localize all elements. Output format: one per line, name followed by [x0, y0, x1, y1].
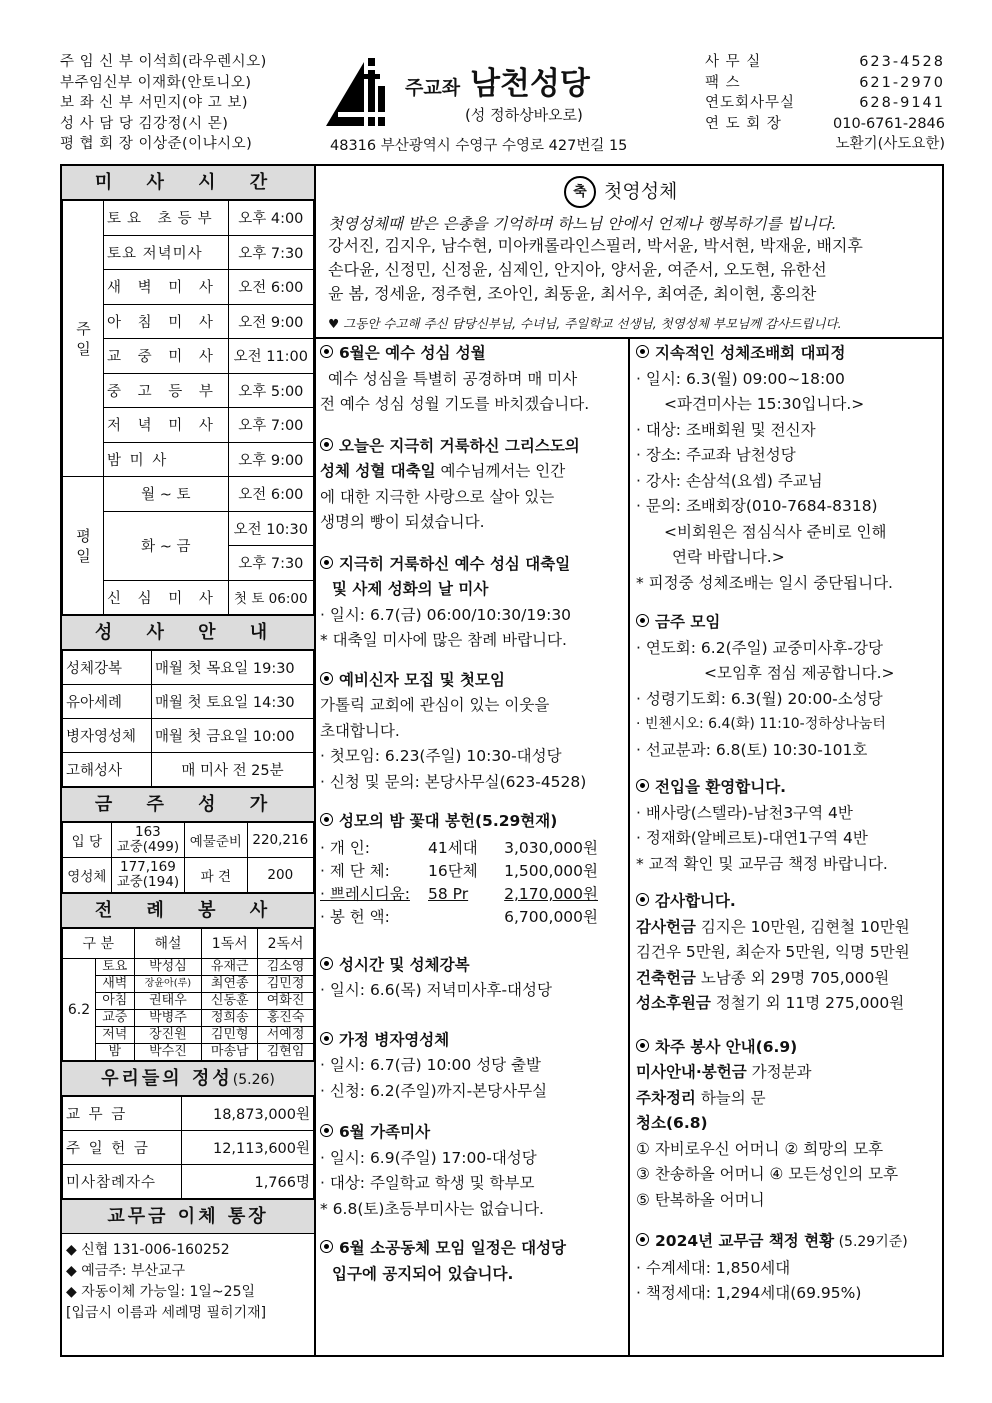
notice-line: 에 대한 지극한 사랑으로 살아 있는 — [320, 487, 555, 506]
notice-sick-communion — [314, 1028, 628, 1105]
service-role: 주차정리 — [636, 1088, 696, 1107]
bullet-icon — [320, 438, 333, 451]
mass-name: 월 ~ 토 — [104, 477, 229, 512]
liturgy-heading: 전 례 봉 사 — [62, 893, 314, 928]
contact-label: 연 도 회 장 — [705, 115, 782, 132]
hymn-label: 파 견 — [185, 858, 248, 893]
rota-cell: 박병주 — [134, 1010, 202, 1027]
cleaning-group-line: ① 자비로우신 어머니 ② 희망의 모후 — [636, 1139, 884, 1158]
notice-line: · 대상: 주일학교 학생 및 학부모 — [320, 1174, 535, 1192]
table-row — [63, 976, 314, 993]
contact-label: 팩 스 — [705, 74, 741, 91]
contact-row — [705, 93, 945, 114]
mass-time: 오후 4:00 — [228, 201, 313, 236]
sacraments-table — [62, 650, 314, 787]
rota-cell: 아침 — [96, 993, 135, 1010]
service-role: 청소(6.8) — [636, 1114, 708, 1132]
notice-line: · 일시: 6.7(금) 06:00/10:30/19:30 — [320, 605, 572, 624]
mass-name: 교 중 미 사 — [104, 339, 229, 374]
mass-time: 첫 토 06:00 — [228, 580, 313, 615]
notice-title: 6월 소공동체 모임 일정은 대성당 — [339, 1239, 567, 1257]
mass-name: 새 벽 미 사 — [104, 270, 229, 305]
notice-corpus-christi — [314, 434, 628, 536]
table-row — [63, 858, 314, 893]
table-row — [63, 753, 314, 787]
notice-welcome — [630, 775, 942, 877]
rota-cell: 여화진 — [258, 993, 314, 1010]
staff-line: 평 협 회 장 이상준(이냐시오) — [60, 136, 253, 152]
notice-line: · 문의: 조배회장(010-7684-8318) — [636, 497, 878, 515]
notice-title: 지극히 거룩하신 예수 성심 대축일 — [339, 554, 571, 573]
notice-title: 성시간 및 성체강복 — [339, 955, 470, 974]
page-subtitle: (성 정하상바오로) — [465, 106, 583, 124]
hymns-heading: 금 주 성 가 — [62, 787, 314, 822]
notice-title: 6월 가족미사 — [339, 1123, 431, 1141]
rota-cell: 박성심 — [134, 959, 202, 976]
mass-name: 저 녁 미 사 — [104, 408, 229, 443]
notice-line: · 신청: 6.2(주일)까지-본당사무실 — [320, 1081, 548, 1100]
account-line: ◆ 예금주: 부산교구 — [66, 1263, 186, 1279]
hymn-number: 163 — [135, 824, 161, 840]
contact-foot: 노환기(사도요한) — [835, 136, 945, 152]
notice-title: 전입을 환영합니다. — [655, 778, 787, 796]
notice-line: · 강사: 손삼석(요셉) 주교님 — [636, 471, 823, 490]
contact-value: 010-6761-2846 — [833, 115, 945, 132]
notice-line: · 정재화(알베르토)-대연1구역 4반 — [636, 829, 868, 847]
bullet-icon — [320, 1124, 333, 1137]
table-row — [63, 1131, 314, 1165]
notice-line: 전 예수 성심 성월 기도를 바치겠습니다. — [320, 395, 590, 413]
rota-cell: 마송남 — [202, 1044, 258, 1061]
mass-time: 오전 6:00 — [228, 270, 313, 305]
contact-label: 사 무 실 — [705, 54, 762, 70]
rota-cell: 박수진 — [134, 1044, 202, 1061]
left-column — [62, 166, 316, 1355]
notice-title: 2024년 교무금 책정 현황 — [655, 1232, 835, 1250]
offering-row-label: · 제 단 체: — [320, 861, 390, 880]
liturgy-table — [62, 928, 314, 1061]
rota-date: 6.2 — [63, 959, 96, 1061]
notice-line: · 일시: 6.3(월) 09:00~18:00 — [636, 369, 845, 388]
hymns-table — [62, 822, 314, 893]
column-header: 1독서 — [202, 929, 258, 959]
hymn-number: 200 — [247, 858, 313, 893]
notice-line: * 6.8(토)초등부미사는 없습니다. — [320, 1199, 544, 1218]
rota-cell: 토요 — [96, 959, 135, 976]
offering-row-count: 58 Pr — [428, 884, 469, 903]
notice-line: · 선교분과: 6.8(토) 10:30-101호 — [636, 740, 868, 759]
notice-weekly-meetings — [630, 610, 942, 763]
rota-cell: 권태우 — [134, 993, 202, 1010]
right-column — [630, 337, 942, 1355]
offering-label: 주 일 헌 금 — [63, 1131, 182, 1165]
page-title — [405, 58, 590, 103]
notice-thanks — [630, 889, 942, 1017]
donation-type: 건축헌금 — [636, 968, 696, 987]
mass-time: 오후 9:00 — [228, 442, 313, 477]
notice-line: * 교적 확인 및 교무금 책정 바랍니다. — [636, 854, 888, 873]
column-header: 구 분 — [63, 929, 135, 959]
table-row — [63, 993, 314, 1010]
bullet-icon — [320, 813, 333, 826]
offering-table — [62, 1096, 314, 1199]
notice-line: 예수님께서는 인간 — [435, 462, 566, 480]
rota-cell: 서예정 — [258, 1027, 314, 1044]
sacrament-name: 병자영성체 — [63, 719, 152, 753]
sacrament-name: 유아세례 — [63, 685, 152, 719]
account-line: [입금시 이름과 세례명 필히기재] — [66, 1305, 267, 1321]
sacrament-when: 매월 첫 금요일 10:00 — [152, 719, 314, 753]
contact-label: 연도회사무실 — [705, 95, 796, 111]
title-prefix: 주교좌 — [405, 77, 461, 99]
column-header: 해설 — [134, 929, 202, 959]
contact-value: 628-9141 — [859, 95, 945, 111]
bullet-icon — [636, 345, 649, 358]
rota-cell: 새벽 — [96, 976, 135, 993]
rota-cell: 장진원 — [134, 1027, 202, 1044]
notice-holy-hour — [314, 953, 628, 1004]
banner-title-text: 첫영성체 — [604, 180, 678, 203]
sunday-label: 주 일 — [63, 201, 104, 477]
mass-time: 오후 7:30 — [228, 546, 313, 581]
offering-row-amount: 6,700,000원 — [504, 907, 598, 926]
table-row — [63, 1097, 314, 1131]
notice-title: 오늘은 지극히 거룩하신 그리스도의 — [339, 436, 580, 455]
notice-line: · 첫모임: 6.23(주일) 10:30-대성당 — [320, 747, 562, 765]
contact-row — [705, 52, 945, 73]
account-line: ◆ 신협 131-006-160252 — [66, 1242, 230, 1258]
parish-address: 48316 부산광역시 수영구 수영로 427번길 15 — [330, 138, 628, 154]
offering-value: 1,766명 — [182, 1165, 314, 1199]
mass-name: 토요 초등부 — [104, 201, 229, 236]
offering-row-amount: 1,500,000원 — [504, 861, 598, 880]
table-row — [63, 1010, 314, 1027]
table-row — [63, 959, 314, 976]
mass-name: 중 고 등 부 — [104, 373, 229, 408]
contact-list — [705, 52, 945, 155]
offering-value: 18,873,000원 — [182, 1097, 314, 1131]
mass-name: 아 침 미 사 — [104, 304, 229, 339]
offering-heading-text: 우리들의 정성 — [101, 1068, 233, 1089]
table-row — [63, 929, 314, 959]
notice-line: <모임후 점심 제공합니다.> — [704, 664, 895, 682]
table-row — [63, 823, 314, 858]
notice-line: * 피정중 성체조배는 일시 중단됩니다. — [636, 573, 893, 592]
table-row — [63, 477, 314, 512]
bullet-icon — [320, 1032, 333, 1045]
sacrament-name: 고해성사 — [63, 753, 152, 787]
notice-sacred-heart-month — [314, 341, 628, 418]
notice-line: · 일시: 6.9(주일) 17:00-대성당 — [320, 1148, 537, 1167]
notice-sacred-heart-mass — [314, 552, 628, 654]
service-role: 미사안내·봉헌금 — [636, 1063, 747, 1081]
first-communion-banner — [314, 166, 942, 339]
sacrament-when: 매월 첫 토요일 14:30 — [152, 685, 314, 719]
notice-catechumen — [314, 668, 628, 796]
notice-date: (5.29기준) — [834, 1234, 908, 1250]
weekday-label: 평 일 — [63, 477, 104, 615]
notice-title: 성모의 밤 꽃대 봉헌(5.29현재) — [339, 812, 558, 830]
banner-title — [564, 176, 677, 208]
mass-time: 오전 9:00 — [228, 304, 313, 339]
hymn-number: 220,216 — [247, 823, 313, 858]
sacrament-when: 매 미사 전 25분 — [152, 753, 314, 787]
hymn-label: 예물준비 — [185, 823, 248, 858]
bullet-icon — [320, 957, 333, 970]
rota-cell: 유재근 — [202, 959, 258, 976]
notice-next-week-service — [630, 1035, 942, 1214]
offering-heading-date: (5.26) — [232, 1072, 275, 1088]
notice-title: 예비신자 모집 및 첫모임 — [339, 670, 505, 689]
mass-name: 신 심 미 사 — [104, 580, 229, 615]
donation-type: 성소후원금 — [636, 994, 711, 1012]
mass-time: 오전 6:00 — [228, 477, 313, 512]
account-info — [62, 1234, 314, 1330]
mass-time: 오후 5:00 — [228, 373, 313, 408]
table-row — [63, 1044, 314, 1061]
notice-line: · 배사랑(스텔라)-남천3구역 4반 — [636, 803, 853, 822]
bullet-icon — [636, 614, 649, 627]
notice-title: 감사합니다. — [655, 892, 736, 910]
notice-line: · 일시: 6.6(목) 저녁미사후-대성당 — [320, 981, 552, 999]
bullet-icon — [636, 1233, 649, 1246]
rota-cell: 저녁 — [96, 1027, 135, 1044]
donation-detail: 김건우 5만원, 최순자 5만원, 익명 5만원 — [636, 943, 910, 961]
hymn-label: 입 당 — [63, 823, 112, 858]
offering-row-label: · 개 인: — [320, 838, 370, 857]
rota-cell: 정희송 — [202, 1010, 258, 1027]
names-line: 윤 봄, 정세윤, 정주현, 조아인, 최동윤, 최서우, 최여준, 최이현, 홍의찬 — [328, 284, 817, 303]
notice-line: · 빈첸시오: 6.4(화) 11:10-정하상나눔터 — [636, 716, 886, 732]
donation-detail: 정철기 외 11명 275,000원 — [710, 994, 905, 1012]
offering-heading — [62, 1061, 314, 1096]
rota-cell: 김민형 — [202, 1027, 258, 1044]
flower-offering-table — [320, 837, 622, 929]
sacrament-name: 성체강복 — [63, 651, 152, 685]
hymn-sub: 교중(499) — [116, 839, 180, 855]
rota-cell: 홍진숙 — [258, 1010, 314, 1027]
notice-line: <파견미사는 15:30입니다.> — [664, 395, 865, 413]
rota-cell: 교중 — [96, 1010, 135, 1027]
rota-cell: 장윤아(루) — [134, 976, 202, 993]
notice-title: 입구에 공지되어 있습니다. — [332, 1264, 514, 1283]
notice-title: 차주 봉사 안내(6.9) — [655, 1037, 798, 1056]
notice-family-mass — [314, 1120, 628, 1222]
notice-line: · 연도회: 6.2(주일) 교중미사후-강당 — [636, 638, 883, 657]
rota-cell: 최연종 — [202, 976, 258, 993]
rota-cell: 김현임 — [258, 1044, 314, 1061]
offering-label: 미사참례자수 — [63, 1165, 182, 1199]
notice-line: 생명의 빵이 되셨습니다. — [320, 513, 485, 531]
cleaning-group-line: ⑤ 탄복하올 어머니 — [636, 1190, 765, 1209]
offering-row-amount: 3,030,000원 — [504, 838, 598, 857]
notice-line: · 장소: 주교좌 남천성당 — [636, 446, 796, 464]
notice-line: · 신청 및 문의: 본당사무실(623-4528) — [320, 772, 587, 791]
right-area — [314, 166, 942, 1355]
table-row — [63, 1027, 314, 1044]
notice-small-community — [314, 1236, 628, 1287]
notice-line: · 대상: 조배회원 및 전신자 — [636, 420, 816, 439]
offering-label: 교 무 금 — [63, 1097, 182, 1131]
offering-row-count: 16단체 — [428, 861, 478, 880]
mass-name: 토요 저녁미사 — [104, 235, 229, 270]
contact-row — [705, 73, 945, 94]
mass-times-heading: 미 사 시 간 — [62, 166, 314, 200]
notice-title: 지속적인 성체조배회 대피정 — [655, 344, 846, 362]
hymn-number: 177,169 — [119, 859, 176, 875]
offering-value: 12,113,600원 — [182, 1131, 314, 1165]
bulletin-frame — [60, 164, 944, 1357]
names-line: 손다윤, 신정민, 신정윤, 심제인, 안지아, 양서윤, 여준서, 오도현, 유한선 — [328, 260, 827, 279]
notice-line: · 책정세대: 1,294세대(69.95%) — [636, 1284, 862, 1302]
rota-cell: 김소영 — [258, 959, 314, 976]
notice-title: 가정 병자영성체 — [339, 1030, 450, 1049]
donation-type: 감사헌금 — [636, 917, 696, 936]
hymn-sub: 교중(194) — [116, 874, 180, 890]
notice-tithe-status — [630, 1229, 942, 1307]
hymn-label: 영성체 — [63, 858, 112, 893]
banner-thanks: ♥ 그동안 수고해 주신 담당신부님, 수녀님, 주일학교 선생님, 첫영성체 부모님께 감사드립니다. — [328, 316, 842, 331]
notice-line: · 일시: 6.7(금) 10:00 성당 출발 — [320, 1056, 542, 1074]
congrats-seal-icon: 축 — [564, 176, 596, 208]
mass-time: 오전 10:30 — [228, 511, 313, 546]
middle-column — [314, 337, 630, 1355]
table-row — [63, 1165, 314, 1199]
title-main: 남천성당 — [470, 66, 590, 102]
offering-row-count — [428, 906, 504, 929]
staff-line: 보 좌 신 부 서민지(야 고 보) — [60, 95, 249, 111]
bullet-icon — [320, 345, 333, 358]
rota-cell: 신동훈 — [202, 993, 258, 1010]
bullet-icon — [320, 1240, 333, 1253]
mass-name: 밤 미 사 — [104, 442, 229, 477]
service-group: 가정분과 — [746, 1063, 812, 1081]
staff-list — [60, 52, 330, 155]
mass-time: 오후 7:00 — [228, 408, 313, 443]
staff-line: 성 사 담 당 김강정(시 몬) — [60, 115, 229, 132]
staff-line: 주 임 신 부 이석희(라우렌시오) — [60, 54, 267, 70]
donation-detail: 김지은 10만원, 김현철 10만원 — [695, 917, 910, 936]
notice-line: 초대합니다. — [320, 721, 400, 740]
names-line: 강서진, 김지우, 남수현, 미아캐롤라인스필러, 박서윤, 박서현, 박재윤, 배지후 — [328, 236, 863, 255]
offering-row-count: 41세대 — [428, 838, 478, 857]
offering-row-amount: 2,170,000원 — [504, 884, 598, 903]
sacraments-heading: 성 사 안 내 — [62, 615, 314, 650]
communicant-names — [328, 234, 938, 306]
notice-title: 금주 모임 — [655, 613, 721, 631]
notice-title: 6월은 예수 성심 성월 — [339, 344, 486, 362]
offering-row-label: · 쁘레시디움: — [320, 884, 410, 903]
rota-cell: 김민정 — [258, 976, 314, 993]
contact-row — [705, 114, 945, 135]
contact-value: 621-2970 — [859, 74, 945, 91]
notice-line: * 대축일 미사에 많은 참례 바랍니다. — [320, 631, 567, 649]
contact-value: 623-4528 — [859, 54, 945, 70]
header — [60, 50, 944, 156]
bullet-icon — [320, 672, 333, 685]
notice-line: <비회원은 점심식사 준비로 인해 — [664, 522, 887, 541]
cleaning-group-line: ③ 찬송하올 어머니 ④ 모든성인의 모후 — [636, 1165, 899, 1183]
column-header: 2독서 — [258, 929, 314, 959]
bullet-icon — [636, 779, 649, 792]
notice-line: · 성령기도회: 6.3(월) 20:00-소성당 — [636, 689, 883, 708]
sacrament-when: 매월 첫 목요일 19:30 — [152, 651, 314, 685]
notice-line: · 수계세대: 1,850세대 — [636, 1258, 791, 1277]
notice-line: 가톨릭 교회에 관심이 있는 이웃을 — [320, 696, 550, 714]
notice-title: 성체 성혈 대축일 — [320, 462, 436, 480]
mass-time: 오후 7:30 — [228, 235, 313, 270]
notice-flower-offering — [314, 809, 628, 929]
table-row — [63, 685, 314, 719]
notice-line: 연락 바랍니다.> — [672, 548, 785, 566]
mass-time: 오전 11:00 — [228, 339, 313, 374]
account-heading: 교무금 이체 통장 — [62, 1199, 314, 1234]
table-row — [63, 201, 314, 236]
banner-blessing: 첫영성체때 받은 은총을 기억하며 하느님 안에서 언제나 행복하기를 빕니다. — [328, 215, 837, 233]
mass-name: 화 ~ 금 — [104, 511, 229, 580]
rota-cell: 밤 — [96, 1044, 135, 1061]
notice-adoration-retreat — [630, 341, 942, 596]
account-line: ◆ 자동이체 가능일: 1일~25일 — [66, 1284, 256, 1300]
parish-logo-icon — [324, 56, 394, 128]
table-row — [63, 651, 314, 685]
mass-times-table — [62, 200, 314, 615]
table-row — [63, 719, 314, 753]
bullet-icon — [636, 1039, 649, 1052]
service-group: 하늘의 문 — [695, 1088, 766, 1107]
bullet-icon — [320, 556, 333, 569]
notice-title: 및 사제 성화의 날 미사 — [332, 580, 489, 598]
notice-line: 예수 성심을 특별히 공경하며 매 미사 — [328, 369, 578, 388]
bullet-icon — [636, 893, 649, 906]
offering-row-label: · 봉 헌 액: — [320, 907, 390, 926]
staff-line: 부주임신부 이재화(안토니오) — [60, 74, 252, 91]
donation-detail: 노남종 외 29명 705,000원 — [695, 968, 890, 987]
